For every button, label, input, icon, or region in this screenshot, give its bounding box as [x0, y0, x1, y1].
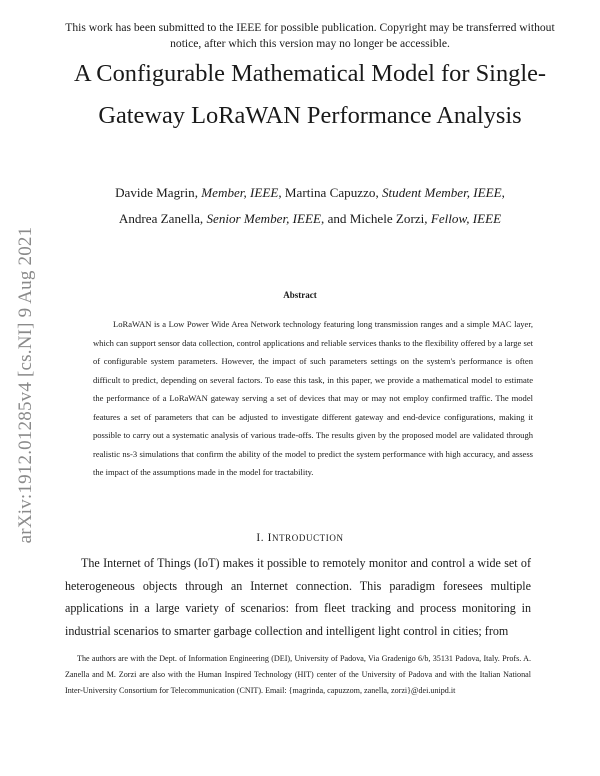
author-name: Martina Capuzzo — [284, 185, 376, 200]
abstract-body: LoRaWAN is a Low Power Wide Area Network technology featuring long transmission ranges and a simple MAC layer, which can support sensor data collection, control applications and reliable services thanks to the flexibility offered by a large set of configurable system parameters. However, the impact of such parameters settings on the system's performance is often difficult to predict, depending on several factors. To ease this task, in this paper, we provide a mathematical model to estimate the performance of a LoRaWAN gateway serving a set of devices that may or may not employ confirmed traffic. The model features a set of parameters that can be adjusted to investigate different gateway and end-device configurations, making it possible to carry out a systematic analysis of various trade-offs. The results given by the proposed model are validated through realistic ns-3 simulations that confirm the ability of the model to predict the system performance with high accuracy, and assess the impact of the assumptions made in the model for tractability. — [93, 319, 533, 477]
arxiv-identifier — [8, 205, 44, 565]
author-list: Davide Magrin, Member, IEEE, Martina Capuzzo, Student Member, IEEE, Andrea Zanella, Senior Member, IEEE, and Michele Zorzi, Fellow, IEEE — [115, 185, 505, 226]
author-name: Andrea Zanella — [118, 211, 200, 226]
author-role: Fellow, IEEE — [430, 211, 502, 226]
author-role: Student Member, IEEE — [381, 185, 502, 200]
author-role: Senior Member, IEEE — [206, 211, 322, 226]
author-affiliation-footnote: The authors are with the Dept. of Information Engineering (DEI), University of Padova, Via Gradenigo 6/b, 35131 Padova, Italy. Profs. A. Zanella and M. Zorzi are also with the Human Inspired Technology (HIT) center of the University of Padova and with the Italian National Inter-University Consortium for Telecommunication (CNIT). Email: {magrinda, capuzzom, zanella, zorzi}@dei.unipd.it — [65, 654, 531, 696]
author-role: Member, IEEE — [201, 185, 279, 200]
arxiv-identifier-text: arXiv:1912.01285v4 [cs.NI] 9 Aug 2021 — [15, 226, 36, 544]
author-name: Michele Zorzi — [349, 211, 425, 226]
section-heading: I. INTRODUCTION — [256, 532, 344, 544]
introduction-paragraph: The Internet of Things (IoT) makes it possible to remotely monitor and control a wide set of heterogeneous objects through an Internet connection. This paradigm foresees multiple applications in a large variety of scenarios: from fleet tracking and process monitoring in industrial scenarios to smarter garbage collection and intelligent light control in cities; from — [65, 556, 531, 638]
copyright-notice: This work has been submitted to the IEEE for possible publication. Copyright may be transferred without notice, after which this version may no longer be accessible. — [65, 21, 555, 50]
paper-title: A Configurable Mathematical Model for Single-Gateway LoRaWAN Performance Analysis — [73, 60, 547, 129]
author-name: Davide Magrin — [115, 185, 195, 200]
abstract-heading: Abstract — [283, 290, 317, 300]
